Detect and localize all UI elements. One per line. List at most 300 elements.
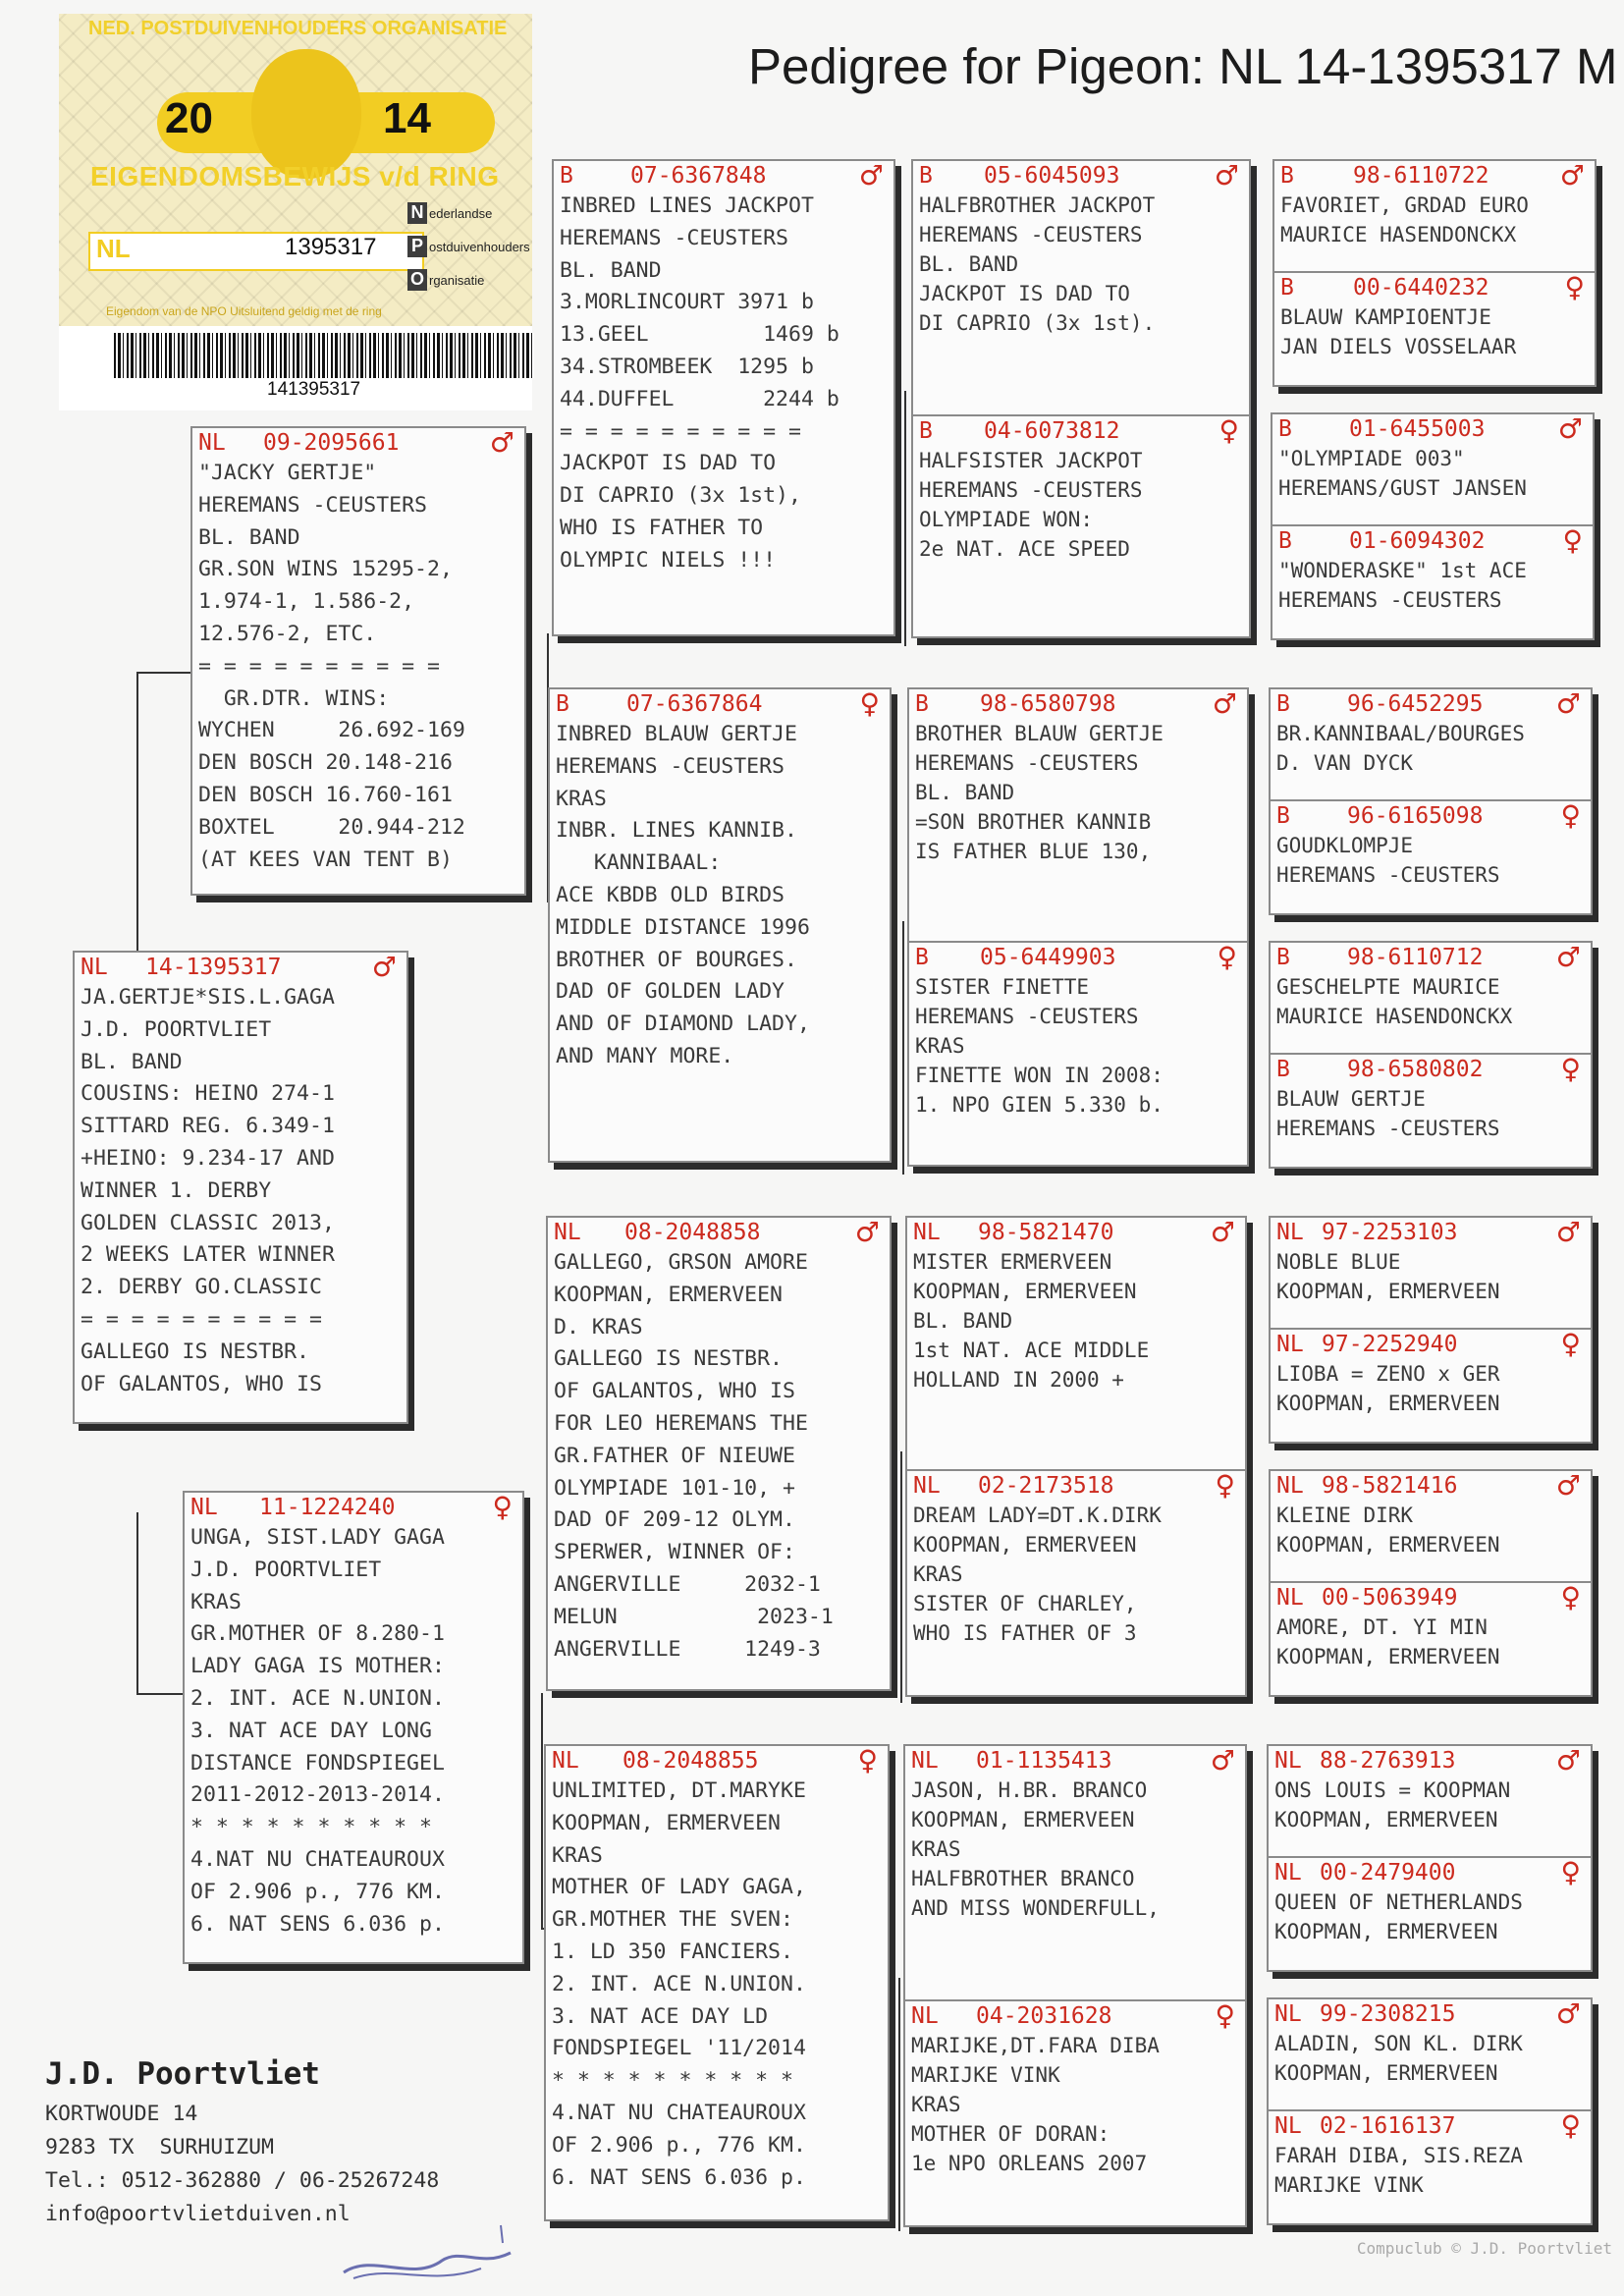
pigeon-card-gg-pair (903, 1744, 1247, 2227)
ring-card-title: EIGENDOMSBEWIJS v/d RING (90, 161, 500, 191)
ring-number: 00-6440232 (1353, 275, 1489, 301)
pigeon-line: UNGA, SIST.LADY GAGA (190, 1525, 445, 1550)
pigeon-line: 1e NPO ORLEANS 2007 (911, 2152, 1148, 2175)
pigeon-description (1271, 719, 1591, 778)
ring-number: 08-2048855 (623, 1748, 759, 1774)
pigeon-line: FARAH DIBA, SIS.REZA (1274, 2144, 1523, 2167)
ring-number: 97-2252940 (1322, 1332, 1458, 1357)
pigeon-line: KOOPMAN, ERMERVEEN (913, 1280, 1137, 1303)
ring-number: 02-1616137 (1320, 2113, 1456, 2139)
pigeon-line: MISTER ERMERVEEN (913, 1250, 1112, 1274)
pigeon-description (1271, 1501, 1591, 1559)
pigeon-line: 3.MORLINCOURT 3971 b (560, 290, 814, 315)
pigeon-line: KRAS (556, 786, 607, 811)
pigeon-line: 2. DERBY GO.CLASSIC (81, 1275, 322, 1300)
sex-symbol: ♀ (1562, 524, 1583, 557)
pigeon-line: DEN BOSCH 16.760-161 (198, 782, 453, 807)
sex-symbol: ♀ (1217, 941, 1237, 973)
sex-symbol: ♀ (1560, 1581, 1581, 1613)
pigeon-line: HEREMANS -CEUSTERS (915, 751, 1139, 775)
sex-symbol: ♂ (1555, 689, 1581, 720)
pigeon-entry (1272, 414, 1593, 524)
pigeon-description (548, 1247, 890, 1666)
pigeon-entry (909, 941, 1247, 1167)
pigeon-line: ALADIN, SON KL. DIRK (1274, 2032, 1523, 2055)
ring-number: 98-6580802 (1347, 1057, 1484, 1082)
ring-prefix: B (1276, 691, 1290, 717)
pigeon-line: MAURICE HASENDONCKX (1280, 223, 1517, 246)
pigeon-line: FONDSPIEGEL '11/2014 (552, 2036, 806, 2061)
pigeon-line: ANGERVILLE 2032-1 (554, 1571, 821, 1597)
pigeon-card-ggg-pair (1269, 1469, 1593, 1697)
sex-symbol: ♀ (857, 1746, 878, 1777)
pigeon-description (907, 1501, 1245, 1648)
pigeon-line: KRAS (552, 1842, 603, 1868)
pigeon-line: D. KRAS (554, 1314, 643, 1339)
ring-card-small-print: Eigendom van de NPO Uitsluitend geldig met de ring (106, 304, 382, 318)
pigeon-line: MELUN 2023-1 (554, 1604, 834, 1629)
signature-icon (334, 2214, 530, 2292)
ring-number: 14-1395317 (145, 955, 282, 980)
pigeon-entry (1269, 1856, 1591, 1972)
pigeon-line: 12.576-2, ETC. (198, 621, 377, 646)
pigeon-line: WHO IS FATHER TO (560, 515, 764, 540)
pigeon-card-gg-pair (905, 1216, 1247, 1697)
ring-card-year-left: 20 (165, 94, 213, 142)
pigeon-card-ggg-pair (1269, 1216, 1593, 1444)
pigeon-line: FAVORIET, GRDAD EURO (1280, 193, 1529, 217)
pigeon-line: = = = = = = = = = = (560, 418, 801, 444)
ring-number: 07-6367848 (630, 163, 767, 189)
pigeon-line: 44.DUFFEL 2244 b (560, 386, 839, 411)
pigeon-line: HEREMANS -CEUSTERS (560, 225, 788, 250)
ring-prefix: NL (198, 430, 226, 456)
ring-number: 98-6110722 (1353, 163, 1489, 189)
pigeon-line: 2011-2012-2013-2014. (190, 1782, 445, 1808)
pigeon-description (1272, 556, 1593, 615)
pigeon-line: AND MISS WONDERFULL, (911, 1896, 1160, 1920)
pigeon-line: GR.DTR. WINS: (198, 685, 390, 711)
pigeon-line: KOOPMAN, ERMERVEEN (1276, 1392, 1500, 1415)
sex-symbol: ♂ (1555, 1746, 1581, 1777)
pigeon-line: HALFBROTHER JACKPOT (919, 193, 1156, 217)
pigeon-line: J.D. POORTVLIET (81, 1016, 272, 1042)
pigeon-entry (1272, 524, 1593, 640)
pigeon-entry (1269, 1999, 1591, 2109)
ring-number: 98-6110712 (1347, 945, 1484, 970)
pigeon-line: OLYMPIADE WON: (919, 508, 1094, 531)
pigeon-line: BOXTEL 20.944-212 (198, 814, 465, 840)
pigeon-line: KOOPMAN, ERMERVEEN (1276, 1280, 1500, 1303)
sex-symbol: ♂ (371, 953, 397, 983)
pigeon-entry (185, 1493, 522, 1962)
pigeon-line: FINETTE WON IN 2008: (915, 1064, 1164, 1087)
pigeon-line: OLYMPIC NIELS !!! (560, 547, 777, 573)
pigeon-line: 1st NAT. ACE MIDDLE (913, 1339, 1150, 1362)
sex-symbol: ♀ (1560, 1856, 1581, 1888)
pigeon-line: 1.974-1, 1.586-2, (198, 589, 415, 615)
pigeon-line: DREAM LADY=DT.K.DIRK (913, 1503, 1162, 1527)
ring-number: 88-2763913 (1320, 1748, 1456, 1774)
pigeon-entry (913, 161, 1249, 387)
ring-card-number: 1395317 (285, 234, 377, 260)
ring-prefix: NL (1276, 1585, 1304, 1611)
pigeon-line: HEREMANS -CEUSTERS (919, 478, 1143, 502)
ring-card-country: NL (96, 234, 131, 263)
pigeon-line: J.D. POORTVLIET (190, 1557, 382, 1582)
pigeon-description (905, 2031, 1245, 2178)
pigeon-line: GR.SON WINS 15295-2, (198, 557, 453, 582)
pigeon-line: ACE KBDB OLD BIRDS (556, 882, 785, 907)
pigeon-card-ggg-pair (1269, 941, 1593, 1169)
pigeon-line: 2. INT. ACE N.UNION. (190, 1685, 445, 1711)
pigeon-card-gg-pair (907, 687, 1249, 1167)
pigeon-line: D. VAN DYCK (1276, 751, 1414, 775)
breeder-name: J.D. Poortvliet (45, 2056, 320, 2092)
pigeon-entry (905, 1746, 1245, 1974)
pigeon-line: MIDDLE DISTANCE 1996 (556, 914, 810, 940)
pigeon-line: KOOPMAN, ERMERVEEN (1274, 2061, 1498, 2085)
pigeon-line: GOUDKLOMPJE (1276, 834, 1414, 857)
ring-prefix: B (915, 691, 929, 717)
pigeon-line: INBR. LINES KANNIB. (556, 818, 797, 844)
pigeon-line: OF 2.906 p., 776 KM. (190, 1879, 445, 1904)
pigeon-line: 2 WEEKS LATER WINNER (81, 1242, 335, 1268)
pigeon-line: KRAS (190, 1589, 242, 1614)
pigeon-card-gg-pair (911, 159, 1251, 638)
pigeon-entry (1271, 1471, 1591, 1581)
pigeon-description (1269, 2141, 1591, 2200)
pigeon-line: KOOPMAN, ERMERVEEN (1276, 1533, 1500, 1557)
pigeon-line: JAN DIELS VOSSELAAR (1280, 335, 1517, 358)
ring-number: 05-6449903 (980, 945, 1116, 970)
sex-symbol: ♀ (1560, 1328, 1581, 1360)
pigeon-line: OF GALANTOS, WHO IS (81, 1371, 322, 1396)
pigeon-description (554, 191, 893, 577)
ring-prefix: B (1280, 163, 1294, 189)
ring-number: 11-1224240 (259, 1495, 396, 1520)
pigeon-line: BR.KANNIBAAL/BOURGES (1276, 722, 1525, 745)
pigeon-line: BL. BAND (560, 257, 662, 283)
sex-symbol: ♂ (489, 428, 514, 459)
pigeon-description (907, 1247, 1245, 1394)
pigeon-line: KOOPMAN, ERMERVEEN (554, 1282, 783, 1307)
sex-symbol: ♀ (492, 1493, 513, 1523)
sex-symbol: ♂ (1555, 943, 1581, 973)
ring-prefix: NL (552, 1748, 579, 1774)
pigeon-line: = = = = = = = = = = (198, 653, 440, 679)
pigeon-line: =SON BROTHER KANNIB (915, 810, 1152, 834)
ring-prefix: NL (1274, 2001, 1302, 2027)
pigeon-line: BL. BAND (81, 1049, 183, 1074)
pigeon-entry (1271, 943, 1591, 1053)
pigeon-line: KRAS (915, 1034, 965, 1058)
footer-credit: Compuclub © J.D. Poortvliet (1356, 2239, 1612, 2258)
pigeon-description (1271, 831, 1591, 890)
pigeon-description (1271, 1247, 1591, 1306)
pigeon-entry (1271, 1218, 1591, 1328)
ring-prefix: B (1278, 416, 1292, 442)
ring-prefix: NL (190, 1495, 218, 1520)
ring-prefix: NL (911, 1748, 939, 1774)
pigeon-card-mf (546, 1216, 892, 1691)
ring-card (59, 14, 532, 410)
sex-symbol: ♂ (1557, 414, 1583, 445)
pigeon-description (1269, 2029, 1591, 2088)
pigeon-entry (546, 1746, 888, 2219)
pigeon-card-ff (552, 159, 895, 636)
pigeon-line: BL. BAND (913, 1309, 1013, 1333)
ring-prefix: B (556, 691, 569, 717)
pigeon-line: KOOPMAN, ERMERVEEN (911, 1808, 1135, 1831)
ring-number: 08-2048858 (624, 1220, 761, 1245)
sex-symbol: ♂ (1555, 1999, 1581, 2030)
pigeon-line: "JACKY GERTJE" (198, 461, 377, 485)
pigeon-line: = = = = = = = = = = (81, 1306, 322, 1332)
pigeon-line: WINNER 1. DERBY (81, 1177, 272, 1203)
pigeon-line: 1. LD 350 FANCIERS. (552, 1939, 793, 1964)
pigeon-entry (1271, 799, 1591, 915)
pigeon-line: MARIJKE VINK (911, 2063, 1060, 2087)
page-title: Pedigree for Pigeon: NL 14-1395317 M (748, 38, 1618, 94)
pigeon-line: 2. INT. ACE N.UNION. (552, 1971, 806, 1996)
pigeon-line: GR.MOTHER OF 8.280-1 (190, 1621, 445, 1647)
pigeon-line: 13.GEEL 1469 b (560, 322, 839, 348)
pigeon-line: MOTHER OF LADY GAGA, (552, 1875, 806, 1900)
pigeon-line: 6. NAT SENS 6.036 p. (552, 2164, 806, 2190)
pigeon-line: (AT KEES VAN TENT B) (198, 847, 453, 872)
breeder-email[interactable]: info@poortvlietduiven.nl (45, 2202, 351, 2226)
pigeon-line: * * * * * * * * * * (190, 1815, 432, 1840)
ring-number: 00-2479400 (1320, 1860, 1456, 1886)
pigeon-line: LIOBA = ZENO x GER (1276, 1362, 1500, 1386)
ring-prefix: B (1278, 528, 1292, 554)
pigeon-line: WYCHEN 26.692-169 (198, 718, 465, 743)
sex-symbol: ♂ (858, 161, 884, 191)
pigeon-line: BLAUW KAMPIOENTJE (1280, 305, 1491, 329)
ring-number: 01-1135413 (976, 1748, 1112, 1774)
pigeon-line: MARIJKE,DT.FARA DIBA (911, 2034, 1160, 2057)
pigeon-description (913, 191, 1249, 338)
pigeon-line: GR.FATHER OF NIEUWE (554, 1443, 795, 1468)
pigeon-line: ONS LOUIS = KOOPMAN (1274, 1778, 1511, 1802)
pigeon-description (905, 1776, 1245, 1923)
pigeon-entry (1271, 1328, 1591, 1444)
pigeon-entry (905, 1999, 1245, 2227)
pigeon-line: KOOPMAN, ERMERVEEN (552, 1810, 781, 1835)
pigeon-card-ggg-pair (1269, 687, 1593, 915)
pigeon-line: SISTER OF CHARLEY, (913, 1592, 1137, 1615)
pigeon-line: BL. BAND (198, 524, 300, 550)
pigeon-line: OF 2.906 p., 776 KM. (552, 2132, 806, 2158)
pigeon-card-subject (73, 951, 408, 1424)
ring-prefix: B (1276, 945, 1290, 970)
ring-number: 98-5821470 (978, 1220, 1114, 1245)
ring-number: 02-2173518 (978, 1473, 1114, 1499)
pigeon-entry (907, 1218, 1245, 1446)
pigeon-card-fm (548, 687, 892, 1163)
pigeon-line: 1. NPO GIEN 5.330 b. (915, 1093, 1164, 1117)
pigeon-line: HOLLAND IN 2000 + (913, 1368, 1124, 1392)
ring-prefix: NL (1276, 1332, 1304, 1357)
pigeon-line: FOR LEO HEREMANS THE (554, 1410, 808, 1436)
pigeon-line: MAURICE HASENDONCKX (1276, 1005, 1513, 1028)
pigeon-card-ggg-pair (1267, 1997, 1593, 2225)
pigeon-line: DI CAPRIO (3x 1st), (560, 483, 801, 509)
pigeon-description (1274, 302, 1595, 361)
sex-symbol: ♀ (1215, 1469, 1235, 1502)
breeder-address: KORTWOUDE 14 (45, 2102, 198, 2126)
pigeon-line: KOOPMAN, ERMERVEEN (1274, 1920, 1498, 1943)
npo-line: N ederlandse (407, 202, 492, 224)
pigeon-line: DEN BOSCH 20.148-216 (198, 750, 453, 776)
sex-symbol: ♂ (1555, 1218, 1581, 1248)
pigeon-line: HALFSISTER JACKPOT (919, 449, 1143, 472)
pigeon-line: JASON, H.BR. BRANCO (911, 1778, 1148, 1802)
ring-prefix: B (1280, 275, 1294, 301)
pigeon-line: INBRED LINES JACKPOT (560, 193, 814, 218)
pigeon-card-ggg-pair (1271, 412, 1595, 640)
ring-prefix: NL (1274, 1748, 1302, 1774)
ring-number: 01-6455003 (1349, 416, 1486, 442)
pigeon-entry (554, 161, 893, 634)
pigeon-line: WHO IS FATHER OF 3 (913, 1621, 1137, 1645)
sex-symbol: ♂ (1555, 1471, 1581, 1502)
sex-symbol: ♀ (859, 689, 880, 720)
barcode-number: 141395317 (267, 379, 361, 400)
ring-prefix: NL (911, 2003, 939, 2029)
ring-prefix: NL (81, 955, 108, 980)
pigeon-card-father (190, 426, 526, 896)
pigeon-description (1269, 1776, 1591, 1834)
pigeon-line: COUSINS: HEINO 274-1 (81, 1081, 335, 1107)
pigeon-line: KRAS (911, 2093, 961, 2116)
pigeon-description (1271, 1084, 1591, 1143)
pigeon-line: "OLYMPIADE 003" (1278, 447, 1465, 470)
pigeon-description (1274, 191, 1595, 249)
pigeon-line: HEREMANS -CEUSTERS (556, 753, 785, 779)
pigeon-line: GALLEGO, GRSON AMORE (554, 1250, 808, 1275)
pigeon-line: GESCHELPTE MAURICE (1276, 975, 1500, 999)
ring-prefix: B (915, 945, 929, 970)
sex-symbol: ♀ (1218, 414, 1239, 447)
pigeon-line: KLEINE DIRK (1276, 1503, 1414, 1527)
pigeon-line: INBRED BLAUW GERTJE (556, 722, 797, 746)
sex-symbol: ♂ (1210, 1218, 1235, 1248)
pigeon-entry (1269, 1746, 1591, 1856)
pigeon-entry (907, 1469, 1245, 1697)
pigeon-line: UNLIMITED, DT.MARYKE (552, 1778, 806, 1803)
pigeon-line: KANNIBAAL: (556, 850, 722, 876)
pigeon-line: 4.NAT NU CHATEAUROUX (190, 1846, 445, 1872)
pigeon-line: MARIJKE VINK (1274, 2173, 1424, 2197)
pigeon-line: JA.GERTJE*SIS.L.GAGA (81, 985, 335, 1010)
pigeon-line: QUEEN OF NETHERLANDS (1274, 1890, 1523, 1914)
ring-prefix: B (560, 163, 573, 189)
pigeon-description (1269, 1887, 1591, 1946)
pigeon-entry (913, 414, 1249, 638)
pigeon-card-mother (183, 1491, 524, 1964)
pigeon-description (550, 719, 890, 1073)
pigeon-line: BROTHER BLAUW GERTJE (915, 722, 1164, 745)
pigeon-line: DISTANCE FONDSPIEGEL (190, 1750, 445, 1776)
ring-number: 00-5063949 (1322, 1585, 1458, 1611)
pigeon-line: HEREMANS/GUST JANSEN (1278, 476, 1527, 500)
ring-number: 07-6367864 (626, 691, 763, 717)
ring-prefix: NL (1274, 1860, 1302, 1886)
pigeon-line: SPERWER, WINNER OF: (554, 1540, 795, 1565)
pigeon-entry (909, 689, 1247, 917)
pigeon-line: SITTARD REG. 6.349-1 (81, 1114, 335, 1139)
pigeon-line: SISTER FINETTE (915, 975, 1090, 999)
ring-prefix: NL (1276, 1220, 1304, 1245)
sex-symbol: ♂ (1559, 161, 1585, 191)
pigeon-line: HEREMANS -CEUSTERS (1276, 863, 1500, 887)
ring-prefix: NL (913, 1473, 941, 1499)
ring-prefix: B (919, 418, 933, 444)
pigeon-line: BLAUW GERTJE (1276, 1087, 1426, 1111)
ring-number: 96-6165098 (1347, 803, 1484, 829)
ring-number: 99-2308215 (1320, 2001, 1456, 2027)
ring-prefix: NL (554, 1220, 581, 1245)
ring-number: 04-6073812 (984, 418, 1120, 444)
pigeon-line: HEREMANS -CEUSTERS (1276, 1117, 1500, 1140)
pigeon-entry (1271, 689, 1591, 799)
pigeon-line: IS FATHER BLUE 130, (915, 840, 1152, 863)
pigeon-entry (550, 689, 890, 1161)
pigeon-card-ggg-pair (1272, 159, 1597, 387)
sex-symbol: ♀ (1215, 1999, 1235, 2032)
ring-number: 98-5821416 (1322, 1473, 1458, 1499)
pigeon-line: BL. BAND (919, 252, 1019, 276)
pigeon-entry (1271, 1581, 1591, 1697)
pigeon-description (909, 972, 1247, 1120)
pigeon-line: DAD OF 209-12 OLYM. (554, 1507, 795, 1533)
pigeon-description (1271, 1613, 1591, 1671)
ring-prefix: B (1276, 1057, 1290, 1082)
pigeon-line: GALLEGO IS NESTBR. (81, 1339, 309, 1364)
pigeon-description (75, 982, 406, 1400)
pigeon-line: KOOPMAN, ERMERVEEN (913, 1533, 1137, 1557)
barcode-icon (114, 333, 534, 378)
pigeon-line: 3. NAT ACE DAY LD (552, 2003, 769, 2029)
ring-prefix: NL (1274, 2113, 1302, 2139)
pigeon-line: "WONDERASKE" 1st ACE (1278, 559, 1527, 582)
pigeon-description (185, 1522, 522, 1941)
pigeon-line: HALFBROTHER BRANCO (911, 1867, 1135, 1890)
pigeon-entry (192, 428, 524, 894)
sex-symbol: ♂ (1210, 1746, 1235, 1777)
pigeon-entry (1269, 2109, 1591, 2225)
sex-symbol: ♀ (1560, 799, 1581, 832)
pigeon-line: * * * * * * * * * * (552, 2068, 793, 2094)
breeder-phone: Tel.: 0512-362880 / 06-25267248 (45, 2168, 440, 2193)
pigeon-line: HEREMANS -CEUSTERS (919, 223, 1143, 246)
ring-card-org: NED. POSTDUIVENHOUDERS ORGANISATIE (88, 18, 508, 39)
pigeon-entry (1274, 271, 1595, 387)
pigeon-line: OF GALANTOS, WHO IS (554, 1379, 795, 1404)
pigeon-line: 34.STROMBEEK 1295 b (560, 354, 814, 379)
pigeon-line: OLYMPIADE 101-10, + (554, 1475, 795, 1501)
npo-line: P ostduivenhouders (407, 236, 530, 257)
lion-seal-icon (251, 49, 361, 179)
ring-number: 05-6045093 (984, 163, 1120, 189)
pigeon-line: ANGERVILLE 1249-3 (554, 1636, 821, 1662)
pigeon-line: JACKPOT IS DAD TO (560, 451, 777, 476)
pigeon-description (913, 446, 1249, 564)
ring-prefix: B (1276, 803, 1290, 829)
pigeon-card-ggg-pair (1267, 1744, 1593, 1972)
